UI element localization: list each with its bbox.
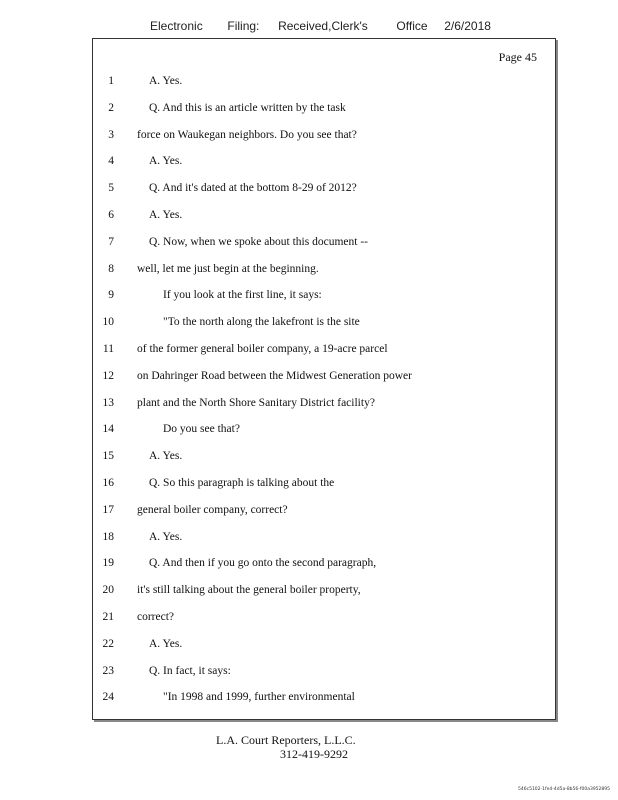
- line-number: 10: [102, 316, 114, 329]
- transcript-line: [92, 608, 556, 635]
- line-number: 19: [102, 557, 114, 570]
- transcript-line: [92, 447, 556, 474]
- line-number: 2: [108, 101, 114, 114]
- line-text: "To the north along the lakefront is the site: [163, 316, 360, 329]
- transcript-line: [92, 581, 556, 608]
- transcript-line: [92, 313, 556, 340]
- stamp-word-received: Received,Clerk's: [278, 19, 368, 33]
- page-number: Page 45: [498, 50, 537, 64]
- line-text: well, let me just begin at the beginning.: [137, 262, 319, 275]
- line-number: 14: [102, 423, 114, 436]
- transcript-line: [92, 126, 556, 153]
- transcript-line: [92, 420, 556, 447]
- line-number: 6: [108, 208, 114, 221]
- line-number: 12: [102, 369, 114, 382]
- line-number: 21: [102, 610, 114, 623]
- transcript-line: [92, 554, 556, 581]
- line-text: plant and the North Shore Sanitary District facility?: [137, 396, 375, 409]
- line-text: correct?: [137, 610, 175, 623]
- line-number: 11: [102, 342, 114, 355]
- transcript-line: [92, 367, 556, 394]
- line-number: 18: [102, 530, 114, 543]
- transcript-line: [92, 501, 556, 528]
- line-text: A. Yes.: [149, 75, 183, 87]
- transcript-line: [92, 474, 556, 501]
- line-number: 22: [102, 637, 114, 650]
- transcript-line: [92, 179, 556, 206]
- transcript-line: [92, 688, 556, 715]
- transcript-line: [92, 662, 556, 689]
- court-reporter-phone: 312-419-9292: [280, 747, 348, 761]
- transcript-line: [92, 394, 556, 421]
- electronic-filing-stamp: [150, 19, 491, 33]
- transcript-line: [92, 206, 556, 233]
- line-number: 20: [102, 584, 114, 597]
- line-number: 13: [102, 396, 114, 409]
- line-number: 17: [102, 503, 114, 516]
- line-text: Q. And it's dated at the bottom 8-29 of 2012?: [149, 182, 357, 195]
- line-number: 16: [102, 476, 114, 489]
- line-text: Q. And this is an article written by the task: [149, 101, 346, 114]
- transcript-line: [92, 233, 556, 260]
- line-text: of the former general boiler company, a 19-acre parcel: [137, 342, 388, 355]
- line-text: A. Yes.: [149, 155, 183, 168]
- stamp-word-filing: Filing:: [227, 19, 260, 33]
- line-text: "In 1998 and 1999, further environmental: [163, 691, 355, 704]
- line-text: general boiler company, correct?: [137, 503, 288, 516]
- line-text: A. Yes.: [149, 637, 183, 650]
- line-text: it's still talking about the general boiler property,: [137, 584, 361, 597]
- line-text: Q. In fact, it says:: [149, 664, 231, 677]
- line-text: If you look at the first line, it says:: [163, 289, 322, 302]
- line-text: A. Yes.: [149, 208, 183, 221]
- line-text: Q. So this paragraph is talking about the: [149, 476, 335, 489]
- line-number: 24: [102, 691, 114, 704]
- line-text: Do you see that?: [163, 423, 240, 436]
- line-number: 4: [108, 155, 114, 168]
- transcript-line: [92, 99, 556, 126]
- transcript-line: [92, 286, 556, 313]
- transcript-line: [92, 528, 556, 555]
- line-number: 1: [108, 75, 114, 87]
- line-number: 8: [108, 262, 114, 275]
- line-number: 5: [108, 182, 114, 195]
- line-text: Q. Now, when we spoke about this document --: [149, 235, 368, 248]
- line-number: 23: [102, 664, 114, 677]
- line-number: 15: [102, 450, 114, 463]
- transcript-lines: [92, 72, 556, 715]
- line-text: Q. And then if you go onto the second paragraph,: [149, 557, 377, 570]
- stamp-date: 2/6/2018: [444, 19, 491, 33]
- transcript-line: [92, 72, 556, 99]
- stamp-word-electronic: Electronic: [150, 19, 203, 33]
- line-number: 3: [108, 128, 114, 141]
- line-text: force on Waukegan neighbors. Do you see that?: [137, 128, 357, 141]
- transcript-line: [92, 340, 556, 367]
- transcript-line: [92, 635, 556, 662]
- line-text: A. Yes.: [149, 450, 183, 463]
- document-id: 546c5102-1fe4-4d5a-8b56-f00a3952895: [518, 787, 610, 792]
- line-number: 9: [108, 289, 114, 302]
- stamp-word-office: Office: [396, 19, 428, 33]
- court-reporter-name: L.A. Court Reporters, L.L.C.: [216, 733, 356, 747]
- line-text: on Dahringer Road between the Midwest Generation power: [137, 369, 412, 382]
- transcript-line: [92, 152, 556, 179]
- line-number: 7: [108, 235, 114, 248]
- line-text: A. Yes.: [149, 530, 183, 543]
- transcript-line: [92, 260, 556, 287]
